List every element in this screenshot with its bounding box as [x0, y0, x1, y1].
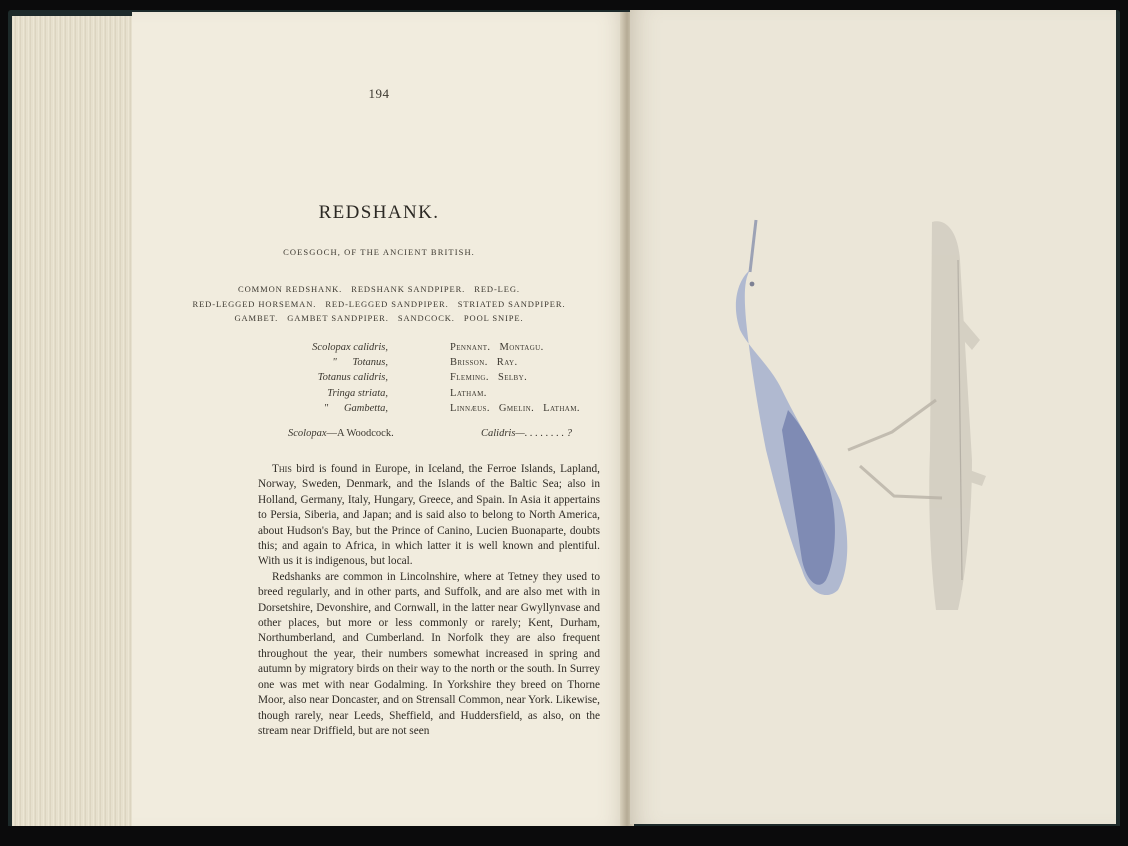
- common-names: [132, 282, 626, 326]
- synonym-latin: " Totanus,: [332, 357, 388, 369]
- paragraph: Redshanks are common in Lincolnshire, where at Tetney they used to breed regularly, and in other parts, and Suffolk, and are also met with in Dorsetshire, Devonshire, and Cornwall, in the latter near Gwyllynvase and other places, but more or less commonly or rarely; Kent, Durham, Northumberland, and Cumberland. In Norfolk they are also frequent throughout the year, their numbers somewhat increased in spring and autumn by migratory birds on their way to the north or the south. In Surrey one was met with near Godalming. In Yorkshire they breed on Thorne Moor, also near Doncaster, and on Strensall Common, near York. Likewise, though rarely, near Leeds, Sheffield, and Huddersfield, as also, on the stream near Driffield, but are not seen: [258, 570, 600, 737]
- welsh-name: COESGOCH, OF THE ANCIENT BRITISH.: [283, 247, 475, 257]
- paragraph-lead: This: [272, 463, 292, 475]
- synonym-author: Latham.: [450, 387, 487, 399]
- paragraph: [258, 462, 600, 570]
- synonym-author: Brisson. Ray.: [450, 357, 518, 369]
- body-text: [258, 462, 600, 739]
- etymology-calidris: Calidris—. . . . . . . . ?: [481, 428, 573, 439]
- redshank-plate-illustration: [710, 200, 1010, 630]
- synonyms-authors: [450, 340, 580, 416]
- common-names-line: COMMON REDSHANK. REDSHANK SANDPIPER. RED-LEG.: [238, 284, 520, 294]
- page-edges: [12, 16, 138, 828]
- bird-illustration: [710, 200, 1010, 630]
- etymology-scolopax: [288, 428, 394, 439]
- synonym-latin: Totanus calidris,: [317, 372, 388, 384]
- etymology-meaning: —A Woodcock.: [326, 428, 394, 439]
- synonym-latin: Scolopax calidris,: [312, 342, 388, 353]
- paragraph-text: bird is found in Europe, in Iceland, the Ferroe Islands, Lapland, Norway, Sweden, Denmark, and the Islands of the Baltic Sea; also in Holland, Germany, Italy, Hungary, Greece, and Spain. In Asia it appertains to Persia, Siberia, and Japan; and is said also to belong to North America, about Hudson's Bay, but the Prince of Canino, Lucien Buonaparte, doubts this; and again to Africa, in which latter it is well known and plentiful. With us it is indigenous, but local.: [258, 463, 600, 568]
- synonym-latin: Tringa striata,: [327, 387, 388, 399]
- synonym-author: Pennant. Montagu.: [450, 342, 544, 353]
- common-names-line: GAMBET. GAMBET SANDPIPER. SANDCOCK. POOL SNIPE.: [234, 313, 524, 323]
- synonym-latin: " Gambetta,: [323, 402, 388, 414]
- synonyms-latin: [0, 340, 388, 416]
- etymology-term: Scolopax: [288, 428, 327, 439]
- common-names-line: RED-LEGGED HORSEMAN. RED-LEGGED SANDPIPER. STRIATED SANDPIPER.: [192, 298, 566, 309]
- synonym-author: Linnæus. Gmelin. Latham.: [450, 402, 580, 414]
- page-title: REDSHANK.: [318, 202, 440, 223]
- page-number: 194: [368, 86, 390, 101]
- synonym-author: Fleming. Selby.: [450, 372, 528, 384]
- bottom-background: [8, 826, 1120, 846]
